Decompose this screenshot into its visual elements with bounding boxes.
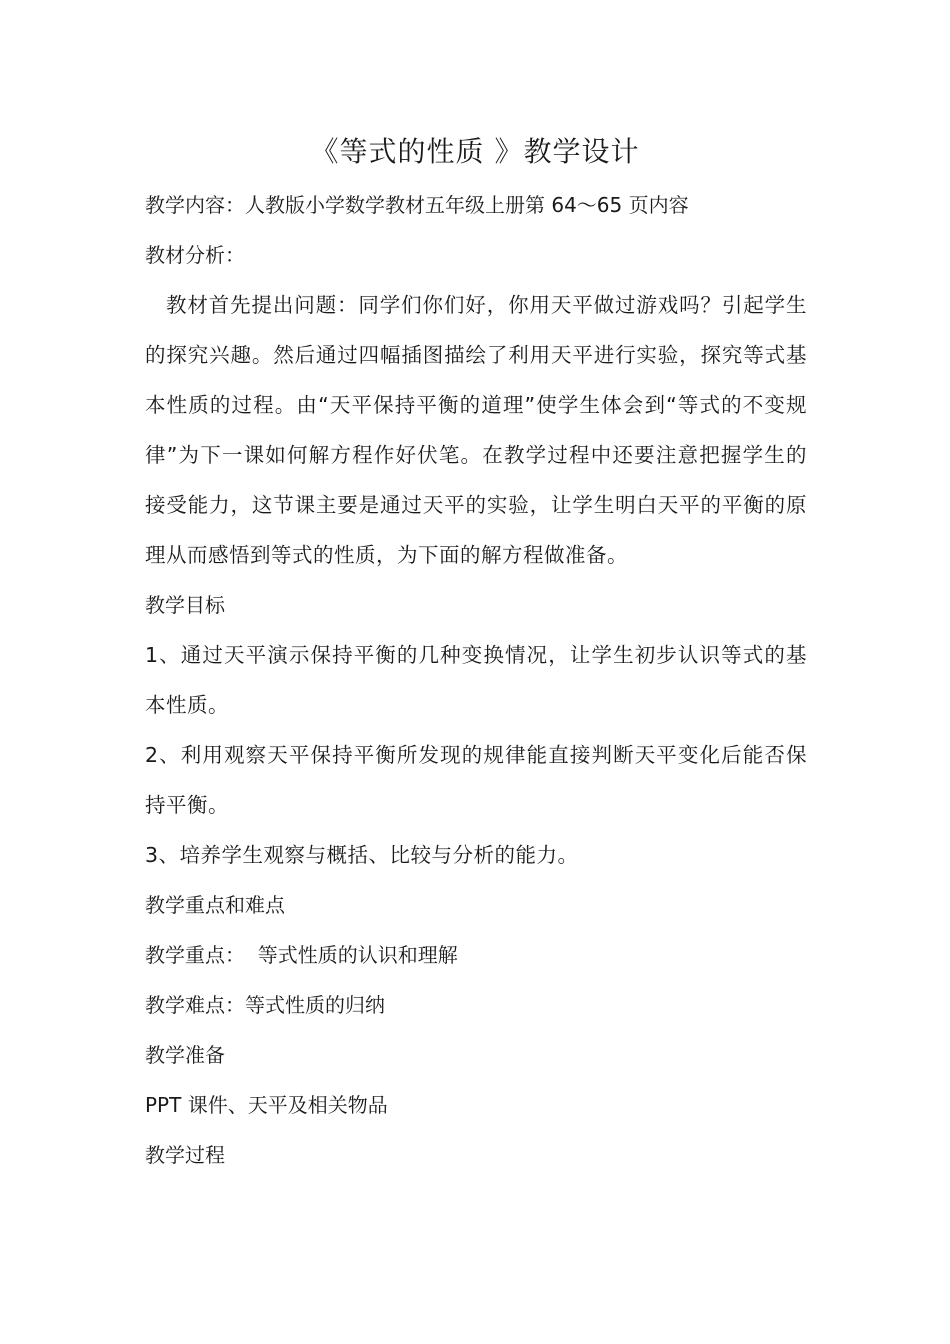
goal-item: 3、培养学生观察与概括、比较与分析的能力。 bbox=[145, 843, 579, 867]
goal-item: 1、通过天平演示保持平衡的几种变换情况，让学生初步认识等式的基本性质。 bbox=[145, 643, 807, 717]
process-heading: 教学过程 bbox=[145, 1143, 225, 1167]
analysis-paragraph: 教材首先提出问题：同学们你们好，你用天平做过游戏吗？引起学生的探究兴趣。然后通过四幅插图描绘了利用天平进行实验，探究等式基本性质的过程。由“天平保持平衡的道理”使学生体会到“等式的不变规律”为下一课如何解方程作好伏笔。在教学过程中还要注意把握学生的接受能力，这节课主要是通过天平的实验，让学生明白天平的平衡的原理从而感悟到等式的性质，为下面的解方程做准备。 bbox=[145, 293, 807, 567]
key-point-line: 教学重点： 等式性质的认识和理解 bbox=[145, 943, 458, 967]
document-title: 《等式的性质 》教学设计 bbox=[310, 135, 640, 168]
analysis-heading: 教材分析： bbox=[145, 243, 245, 267]
difficulty-line: 教学难点：等式性质的归纳 bbox=[145, 993, 385, 1017]
document-body bbox=[145, 180, 807, 1180]
preparation-line: PPT 课件、天平及相关物品 bbox=[145, 1093, 388, 1117]
preparation-heading: 教学准备 bbox=[145, 1043, 225, 1067]
goals-heading: 教学目标 bbox=[145, 593, 225, 617]
key-points-heading: 教学重点和难点 bbox=[145, 893, 285, 917]
teaching-content-line: 教学内容：人教版小学数学教材五年级上册第 64～65 页内容 bbox=[145, 193, 689, 217]
goal-item: 2、利用观察天平保持平衡所发现的规律能直接判断天平变化后能否保持平衡。 bbox=[145, 743, 807, 817]
